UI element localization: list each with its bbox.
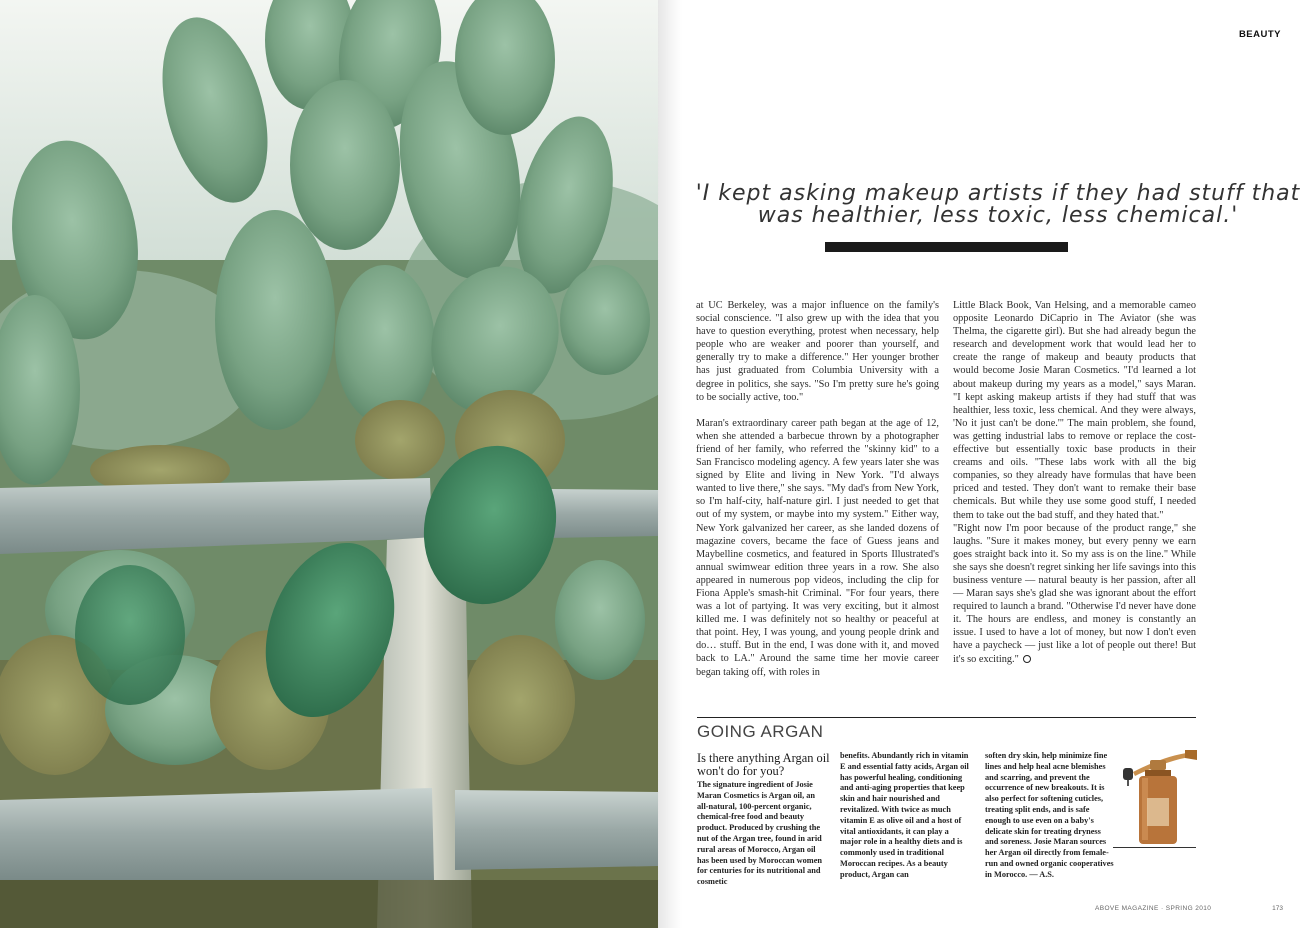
sidebar-column-3: soften dry skin, help minimize fine lines and help heal acne blemishes and scarring, and prevent the occurrence of new breakouts. It is also perfect for softening cuticles, treating split ends, and is safe enough to use even on a baby's delicate skin for treating dryness and soreness. Josie Maran sources her Argan oil directly from female-run and owned organic cooperatives in Morocco. — A.S. xyxy=(985,751,1114,879)
product-divider xyxy=(1113,847,1196,848)
sidebar-subhead: Is there anything Argan oil won't do for you? xyxy=(697,751,830,778)
sidebar-column-1: The signature ingredient of Josie Maran Cosmetics is Argan oil, an all-natural, 100-percent organic, chemical-free food and beauty product. Produced by crushing the nut of the Argan tree, found in arid rural areas of Morocco, Argan oil has been used by Moroccan women for centuries for its nutritional and cosmetic xyxy=(697,780,822,887)
article-column-right xyxy=(953,299,1196,666)
sidebar-title: GOING ARGAN xyxy=(697,722,824,741)
article-paragraph: Little Black Book, Van Helsing, and a memorable cameo opposite Leonardo DiCaprio in The Aviator (she was Thelma, the cigarette girl). But she had already begun the research and development work that would lead her to create the range of makeup and beauty products that would become Josie Maran Cosmetics. "I'd learned a lot about makeup during my years as a model," says Maran. "I kept asking makeup artists if they had stuff that was healthier, less toxic, less chemical. And they were always, 'No it just can't be done.'" The main problem, she found, was getting industrial labs to remove or replace the cost-effective but essentially toxic base products in their creams and oils. "These labs work with all the big companies, so they already have formulas that have been priced and tested. They don't want to remake their base chemicals. But while they use some good stuff, I needed them to take out the bad stuff, and they hated that." xyxy=(953,300,1196,521)
end-mark-icon xyxy=(1023,655,1031,663)
page-number: 173 xyxy=(1272,905,1283,912)
section-tag: BEAUTY xyxy=(1238,29,1281,40)
page-gutter xyxy=(658,0,682,928)
pull-quote-bar xyxy=(825,242,1068,252)
sidebar-column-2: benefits. Abundantly rich in vitamin E and essential fatty acids, Argan oil has powerful healing, conditioning and anti-aging properties that keep skin and hair nourished and revitalized. With twice as much vitamin E as olive oil and a host of vital antioxidants, it can play a major role in a healthy diets and is commonly used in traditional Moroccan recipes. As a beauty product, Argan can xyxy=(840,751,969,879)
article-page xyxy=(682,0,1315,928)
sidebar-divider xyxy=(697,717,1196,718)
article-paragraph-text: "Right now I'm poor because of the product range," she laughs. "Sure it makes money, but every penny we earn goes straight back into it. So my ass is on the line." While she says she doesn't regret sinking her life savings into this business venture — natural beauty is her passion, after all — Maran says she's glad she was ignorant about the effort required to launch a brand. "Otherwise I'd never have done it. The hours are endless, and money is constantly an issue. I used to have a lot of money, but now I don't even have a paycheck — just like a lot of people out there! But it's so exciting." xyxy=(953,522,1196,665)
article-paragraph: Maran's extraordinary career path began at the age of 12, when she attended a barbecue thrown by a photographer friend of her family, who referred the "skinny kid" to a San Francisco modeling agency. A few years later she was signed by Elite and living in New York. "I'd always wanted to live there," she says. "My dad's from New York, so I'm half-city, half-nature girl. I just needed to get that out of my system, or maybe into my system." Either way, New York galvanized her career, as she landed dozens of magazine covers, became the face of Guess jeans and Maybelline cosmetics, and featured in Sports Illustrated's annual swimwear edition three years in a row. She also appeared in numerous pop videos, including the clip for Fiona Apple's smash-hit Criminal. "For four years, there was a lot of partying. It was very exciting, but it almost killed me. I was definitely not so healthy or peaceful at that point. Hey, I was young, and young people drink and do… stuff. But in the end, I was done with it, and moved back to LA." Around the same time her movie career began taking off, with roles in xyxy=(696,417,939,678)
article-paragraph: at UC Berkeley, was a major influence on the family's social conscience. "I also grew up with the idea that you have to question everything, protest when necessary, help people who are weaker and poorer than yourself, and generally try to make a difference." Her younger brother has just graduated from Columbia University with a degree in politics, she says. "So I'm pretty sure he's going to be socially active, too." xyxy=(696,300,939,403)
pull-quote: 'I kept asking makeup artists if they had stuff that was healthier, less toxic, less chemical.' xyxy=(695,181,1301,228)
footer-magazine: ABOVE MAGAZINE · SPRING 2010 xyxy=(1095,905,1212,912)
article-column-left xyxy=(696,299,939,679)
argan-oil-bottle-image xyxy=(1113,746,1199,848)
article-paragraph-final xyxy=(953,522,1196,666)
